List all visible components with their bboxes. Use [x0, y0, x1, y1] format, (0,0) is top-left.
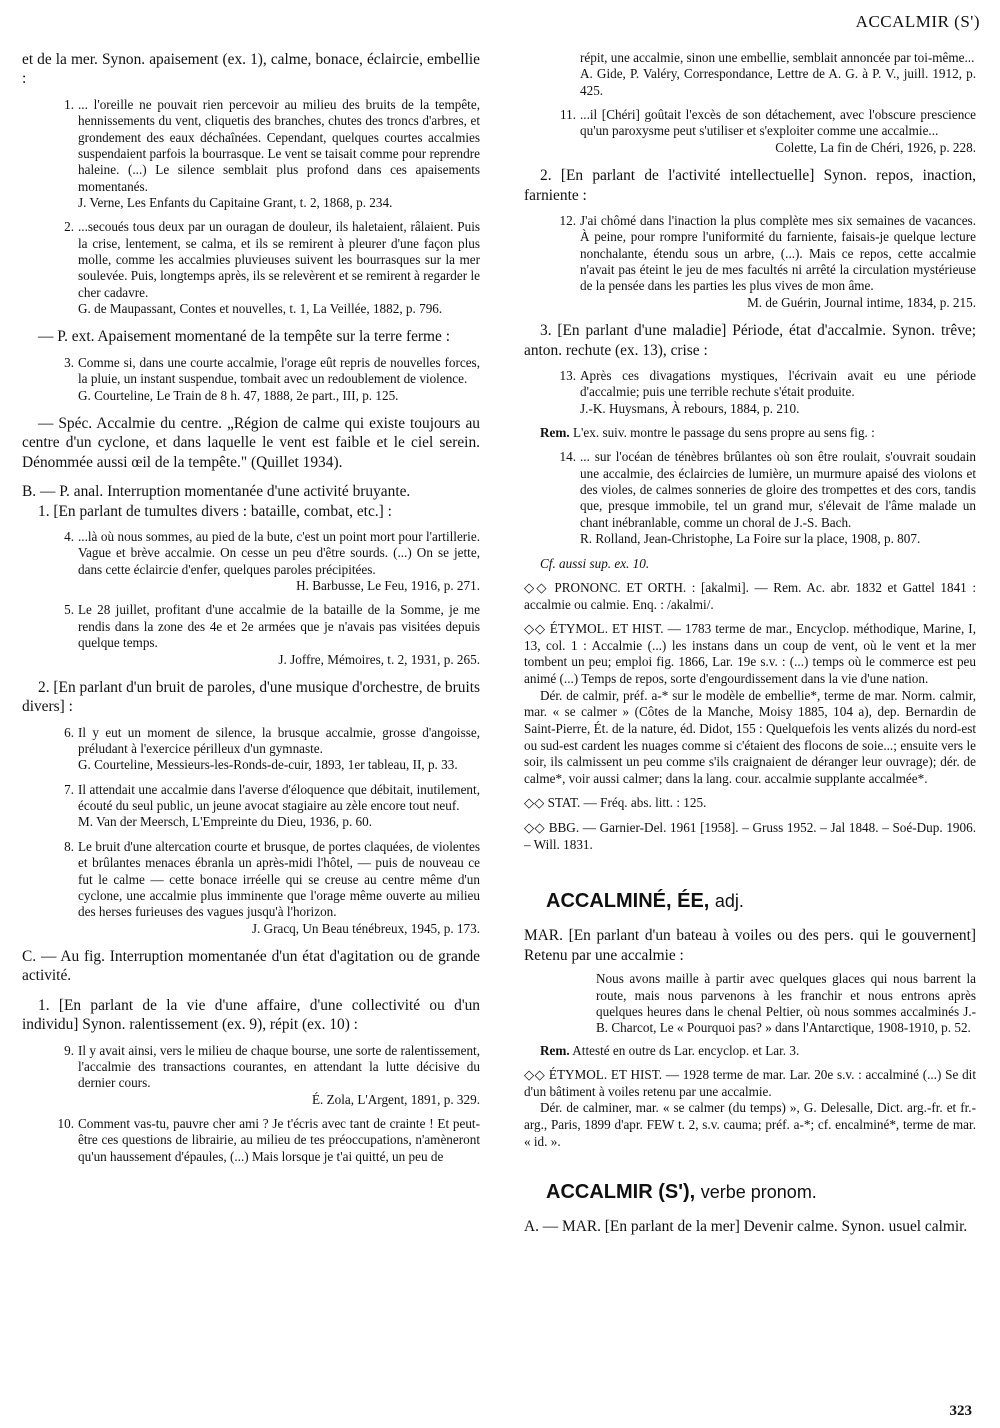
example-10: 10. Comment vas-tu, pauvre cher ami ? Je t'écris avec tant de crainte ! Et peut-être ces questions de librairie, au milieu de tes préoccupations, n'amèneront qu'un haussement d'épaules, (...) Mais lorsque je t'ai quitté, un peu de	[57, 1116, 480, 1164]
left-column	[22, 50, 480, 1173]
example-text: J'ai chômé dans l'inaction la plus complète mes six semaines de vacances. À peine, pour rompre l'uniformité du farniente, faisais-je quelque lecture nonchalante, étendu sous un arbre, (...). Mais ce repos, cette accalmie n'avait pas éteint le jeu de mes facultés ni arrêté la circulation mystérieuse de la pensée dans les parties les plus vives de mon âme.	[580, 212, 976, 294]
example-source: R. Rolland, Jean-Christophe, La Foire sur la place, 1908, p. 807.	[580, 531, 921, 547]
example-source: M. de Guérin, Journal intime, 1834, p. 215.	[747, 294, 976, 310]
etymology-text: ◇◇ ÉTYMOL. ET HIST. — 1928 terme de mar. Lar. 20e s.v. : accalminé (...) Se dit d'un bâtiment à voiles retenu par une accalmie.	[524, 1067, 976, 1099]
remark-label: Rem.	[540, 1042, 570, 1058]
remark-text: L'ex. suiv. montre le passage du sens propre au sens fig. :	[572, 425, 875, 441]
example-5: 5. Le 28 juillet, profitant d'une accalmie de la bataille de la Somme, je me rendis dans la zone des 4e et 2e armées que je n'avais pas visitées depuis quelque temps. J. Joffre, Mémoires, t. 2, 1931, p. 265.	[64, 602, 480, 667]
sense-p-ext: — P. ext. Apaisement momentané de la tempête sur la terre ferme :	[38, 328, 450, 346]
headword-text: ACCALMINÉ, ÉE,	[546, 890, 710, 913]
example-source: H. Barbusse, Le Feu, 1916, p. 271.	[296, 578, 480, 594]
quote-text: Nous avons maille à partir avec quelques glaces qui nous barrent la route, mais nous parvenons à les franchir et nous entrons après quelques heures dans le chenal Peltier, où nous sommes accalminés	[596, 971, 976, 1019]
example-source: M. Van der Meersch, L'Empreinte du Dieu, 1936, p. 60.	[78, 814, 373, 830]
example-text: Il attendait une accalmie dans l'averse d'éloquence que débitait, inutilement, écouté du seul public, un jeune avocat stagiaire au zèle encore tout neuf.	[78, 781, 480, 814]
example-8: 8. Le bruit d'une altercation courte et brusque, de portes claquées, de violentes et brûlantes menaces ébranla un après-midi l'hôtel, — puis de nouveau ce fut le calme — cette bonace irréelle qui se creuse au centre même d'un cyclone, une accalmie plus imminente que l'orage même ouverte au milieu des herses furieuses des vagues jusqu'à l'horizon. J. Gracq, Un Beau ténébreux, 1945, p. 173.	[64, 838, 480, 936]
example-text: Le 28 juillet, profitant d'une accalmie de la bataille de la Somme, je me rendis dans la zone des 4e et 2e armées que je n'avais pas visitées depuis quelque temps.	[78, 602, 480, 651]
example-4: 4. ...là où nous sommes, au pied de la bute, c'est un point mort pour l'artillerie. Vague et brève accalmie. On cesse un peu d'être sourds. (...) On se jette, dans cette éclaircie d'enfer, quelques paroles précipitées. H. Barbusse, Le Feu, 1916, p. 271.	[64, 529, 480, 594]
example-source: É. Zola, L'Argent, 1891, p. 329.	[311, 1091, 480, 1107]
example-text: Le bruit d'une altercation courte et brusque, de portes claquées, de violentes et brûlantes menaces ébranla un après-midi l'hôtel, — puis de nouveau ce fut le calme — cette bonace irréelle qui se creuse au centre même d'un cyclone, une accalmie plus imminente que l'orage même ouverte au milieu des herses furieuses des vagues jusqu'à l'horizon.	[78, 838, 480, 920]
example-text: Comme si, dans une courte accalmie, l'orage eût repris de nouvelles forces, la pluie, un instant suspendue, tombait avec un redoublement de violence.	[78, 354, 480, 387]
pronunciation-section: ◇◇ PRONONC. ET ORTH. : [akalmi]. — Rem. Ac. abr. 1832 et Gattel 1841 : accalmie ou calmie. Enq. : /akalmi/.	[524, 579, 976, 612]
example-text: Il y avait ainsi, vers le milieu de chaque bourse, une sorte de ralentissement, l'accalmie des transactions courantes, en attendant la lutte décisive du dernier cours.	[78, 1042, 480, 1091]
sense-b1: 1. [En parlant de tumultes divers : bataille, combat, etc.] :	[38, 502, 392, 520]
example-source: J. Gracq, Un Beau ténébreux, 1945, p. 173.	[251, 920, 480, 936]
example-10-continued	[524, 50, 976, 99]
example-7: 7. Il attendait une accalmie dans l'averse d'éloquence que débitait, inutilement, écouté du seul public, un jeune avocat stagiaire au zèle encore tout neuf. M. Van der Meersch, L'Empreinte du Dieu, 1936, p. 60.	[64, 781, 480, 830]
part-of-speech: verbe pronom.	[700, 1182, 817, 1203]
example-text: Comment vas-tu, pauvre cher ami ? Je t'écris avec tant de crainte ! Et peut-être ces questions de librairie, au milieu de tes préoccupations, n'amèneront qu'un haussement d'épaules, (...) Mais lorsque je t'ai quitté, un peu de	[78, 1116, 480, 1164]
etymology-accalmine	[524, 1067, 976, 1150]
headword-accalmine	[546, 889, 976, 914]
example-6: 6. Il y eut un moment de silence, la brusque accalmie, grosse d'angoisse, préludant à l'exercice périlleux d'un gymnaste. G. Courteline, Messieurs-les-Ronds-de-cuir, 1893, 1er tableau, II, p. 33.	[64, 724, 480, 773]
section-b-heading: B. — P. anal. Interruption momentanée d'une activité bruyante.	[22, 483, 411, 501]
example-11: 11. ...il [Chéri] goûtait l'excès de son détachement, avec l'obscure prescience qu'un paroxysme peut s'utiliser et s'exploiter comme une accalmie... Colette, La fin de Chéri, 1926, p. 228.	[560, 107, 976, 155]
running-head: ACCALMIR (S')	[855, 12, 980, 31]
sense-b2: 2. [En parlant d'un bruit de paroles, d'une musique d'orchestre, de bruits divers] :	[22, 678, 480, 716]
headword-text: ACCALMIR (S'),	[546, 1181, 696, 1204]
etymology-derivation: Dér. de calminer, mar. « se calmer (du temps) », G. Delesalle, Dict. arg.-fr. et fr.-arg., Paris, 1899 d'apr. FEW t. 2, s.v. cauma; préf. a-*; cf. encalminé*, terme de mar. « id. ».	[524, 1100, 976, 1149]
example-text: Après ces divagations mystiques, l'écrivain avait eu une période d'accalmie; puis une terrible rechute s'était produite.	[580, 367, 976, 400]
example-1: 1. ... l'oreille ne pouvait rien percevoir au milieu des bruits de la tempête, hennissements du vent, cliquetis des branches, chutes des troncs d'arbres, et grondement des eaux déchaînées. Cependant, quelques courtes accalmies suspendaient parfois la bourrasque. Le vent se taisait comme pour reprendre haleine. (...) Le silence semblait plus profond dans ces apaisements momentanés. J. Verne, Les Enfants du Capitaine Grant, t. 2, 1868, p. 234.	[64, 96, 480, 210]
example-13: 13. Après ces divagations mystiques, l'écrivain avait eu une période d'accalmie; puis une terrible rechute s'était produite. J.-K. Huysmans, À rebours, 1884, p. 210.	[559, 367, 976, 416]
statistics-section: ◇◇ STAT. — Fréq. abs. litt. : 125.	[524, 795, 707, 811]
remark-text: Attesté en outre ds Lar. encyclop. et Lar. 3.	[572, 1042, 800, 1058]
example-source: J.-K. Huysmans, À rebours, 1884, p. 210.	[580, 400, 800, 416]
etymology-section	[524, 621, 976, 787]
example-text: ... sur l'océan de ténèbres brûlantes où son être roulait, s'ouvrait soudain une accalmie, des éclaircies de lumière, un murmure apaisé des violons et des violes, de calmes sonneries de gloire des trompettes et des cors, tandis que, presque immobile, tel un grand mur, s'élevait de l'âme malade un chant inébranlable, comme un choral de J.-S. Bach.	[580, 449, 976, 530]
example-9: 9. Il y avait ainsi, vers le milieu de chaque bourse, une sorte de ralentissement, l'accalmie des transactions courantes, en attendant la lutte décisive du dernier cours. É. Zola, L'Argent, 1891, p. 329.	[64, 1042, 480, 1107]
etymology-derivation: Dér. de calmir, préf. a-* sur le modèle de embellie*, terme de mar. Norm. calmir, mar. « se calmer » (Côtes de la Manche, Moisy 1885, 104 a), dep. Bernardin de Saint-Pierre, Ét. de la nature, éd. Didot, 155 : Quelquefois les vents alizés du nord-est ou sud-est cardent les nuages comme si c'étaient des flocons de soie...; ensuite vers le soir, ils calmissent un peu comme s'ils craignaient de déranger leur ouvrage); dér. de calme*, voir aussi calmer; dans la lang. cour. accalmie supplante accalmée*.	[524, 687, 976, 786]
sense-spec: — Spéc. Accalmie du centre. „Région de calme qui existe toujours au centre d'un cyclone, et dans laquelle le vent est faible et le ciel serein. Dénommée aussi œil de la tempête." (Quillet 1934).	[22, 414, 480, 471]
right-column	[524, 50, 976, 1237]
example-source: J. Verne, Les Enfants du Capitaine Grant, t. 2, 1868, p. 234.	[78, 194, 393, 210]
section-c-heading: C. — Au fig. Interruption momentanée d'un état d'agitation ou de grande activité.	[22, 948, 480, 985]
example-source: G. Courteline, Messieurs-les-Ronds-de-cuir, 1893, 1er tableau, II, p. 33.	[78, 757, 458, 773]
example-text: ...il [Chéri] goûtait l'excès de son détachement, avec l'obscure prescience qu'un paroxysme peut s'utiliser et s'exploiter comme une accalmie...	[580, 107, 976, 139]
example-14: 14. ... sur l'océan de ténèbres brûlantes où son être roulait, s'ouvrait soudain une accalmie, des éclaircies de lumière, un murmure apaisé des violons et des violes, de calmes sonneries de gloire des trompettes et des cors, tandis que, presque immobile, tel un grand mur, s'élevait de l'âme malade un chant inébranlable, comme un choral de J.-S. Bach. R. Rolland, Jean-Christophe, La Foire sur la place, 1908, p. 807.	[559, 449, 976, 547]
remark-label: Rem.	[540, 425, 570, 441]
definition-accalmine: MAR. [En parlant d'un bateau à voiles ou des pers. qui le gouvernent] Retenu par une accalmie :	[524, 927, 976, 964]
example-source: G. Courteline, Le Train de 8 h. 47, 1888, 2e part., III, p. 125.	[78, 387, 399, 403]
example-source: G. de Maupassant, Contes et nouvelles, t. 1, La Veillée, 1882, p. 796.	[78, 301, 443, 317]
cross-reference: Cf. aussi sup. ex. 10.	[540, 555, 650, 571]
definition-accalmir: A. — MAR. [En parlant de la mer] Devenir calme. Synon. usuel calmir.	[524, 1218, 968, 1236]
part-of-speech: adj.	[714, 891, 744, 912]
example-text: répit, une accalmie, sinon une embellie, semblait annoncée par toi-même...	[580, 50, 975, 65]
example-source: Colette, La fin de Chéri, 1926, p. 228.	[775, 139, 976, 155]
example-source: A. Gide, P. Valéry, Correspondance, Lettre de A. G. à P. V., juill. 1912, p. 425.	[580, 66, 976, 98]
page-number: 323	[949, 1403, 972, 1419]
example-12: 12. J'ai chômé dans l'inaction la plus complète mes six semaines de vacances. À peine, pour rompre l'uniformité du farniente, faisais-je quelque lecture nonchalante, étendu sous un arbre, (...). Mais ce repos, cette accalmie n'avait pas éteint le jeu de mes facultés ni arrêté la circulation mystérieuse de la pensée dans les parties les plus vives de mon âme. M. de Guérin, Journal intime, 1834, p. 215.	[559, 212, 976, 310]
bibliography-section: ◇◇ BBG. — Garnier-Del. 1961 [1958]. – Gruss 1952. – Jal 1848. – Soé-Dup. 1906. – Will. 1831.	[524, 820, 976, 852]
example-3: 3. Comme si, dans une courte accalmie, l'orage eût repris de nouvelles forces, la pluie, un instant suspendue, tombait avec un redoublement de violence. G. Courteline, Le Train de 8 h. 47, 1888, 2e part., III, p. 125.	[64, 354, 480, 403]
quote-source: J.-B. Charcot, Le « Pourquoi pas? » dans l'Antarctique, 1908-1910, p. 52.	[596, 1003, 977, 1036]
sense-c3: 3. [En parlant d'une maladie] Période, état d'accalmie. Synon. trêve; anton. rechute (ex. 13), crise :	[524, 322, 976, 359]
etymology-text: ◇◇ ÉTYMOL. ET HIST. — 1783 terme de mar., Encyclop. méthodique, Marine, I, 13, col. 1 : Accalmie (...) les instans dans un coup de vent, où le vent et la mer tombent un peu; emploi fig. 1866, Lar. 19e s.v. : (...) temps où le commerce est peu animé (...) Temps de repos, sorte d'engourdissement dans la vie d'une nation.	[524, 621, 976, 687]
sense-c1: 1. [En parlant de la vie d'une affaire, d'une collectivité ou d'un individu] Synon. ralentissement (ex. 9), répit (ex. 10) :	[22, 996, 480, 1034]
intro-text: et de la mer. Synon. apaisement (ex. 1), calme, bonace, éclaircie, embellie :	[22, 51, 480, 88]
headword-accalmir	[546, 1180, 976, 1205]
example-text: ... l'oreille ne pouvait rien percevoir au milieu des bruits de la tempête, hennissements du vent, cliquetis des branches, chutes des troncs d'arbres, et grondement des eaux déchaînées. Cependant, quelques courtes accalmies suspendaient parfois la bourrasque. Le vent se taisait comme pour reprendre haleine. (...) Le silence semblait plus profond dans ces apaisements momentanés.	[78, 96, 480, 194]
example-2: 2. ...secoués tous deux par un ouragan de douleur, ils haletaient, râlaient. Puis la crise, lentement, se calma, et ils se remirent à pleurer d'une façon plus molle, comme les accalmies pluvieuses suivent les bourrasques sur la mer soulevée. Puis, longtemps après, ils se relevèrent et se remirent à regarder le cher cadavre. G. de Maupassant, Contes et nouvelles, t. 1, La Veillée, 1882, p. 796.	[64, 219, 480, 317]
example-text: Il y eut un moment de silence, la brusque accalmie, grosse d'angoisse, préludant à l'exercice périlleux d'un gymnaste.	[78, 724, 480, 757]
remark-accalmine	[524, 1043, 976, 1059]
sense-c2: 2. [En parlant de l'activité intellectuelle] Synon. repos, inaction, farniente :	[524, 167, 976, 204]
example-source: J. Joffre, Mémoires, t. 2, 1931, p. 265.	[278, 651, 480, 667]
example-text: ...là où nous sommes, au pied de la bute, c'est un point mort pour l'artillerie. Vague et brève accalmie. On cesse un peu d'être sourds. (...) On se jette, dans cette éclaircie d'enfer, quelques paroles précipitées.	[78, 529, 480, 577]
quote-accalmine	[524, 971, 976, 1036]
example-text: ...secoués tous deux par un ouragan de douleur, ils haletaient, râlaient. Puis la crise, lentement, se calma, et ils se remirent à pleurer d'une façon plus molle, comme les accalmies pluvieuses suivent les bourrasques sur la mer soulevée. Puis, longtemps après, ils se relevèrent et se remirent à regarder le cher cadavre.	[78, 219, 480, 300]
remark	[524, 425, 976, 441]
